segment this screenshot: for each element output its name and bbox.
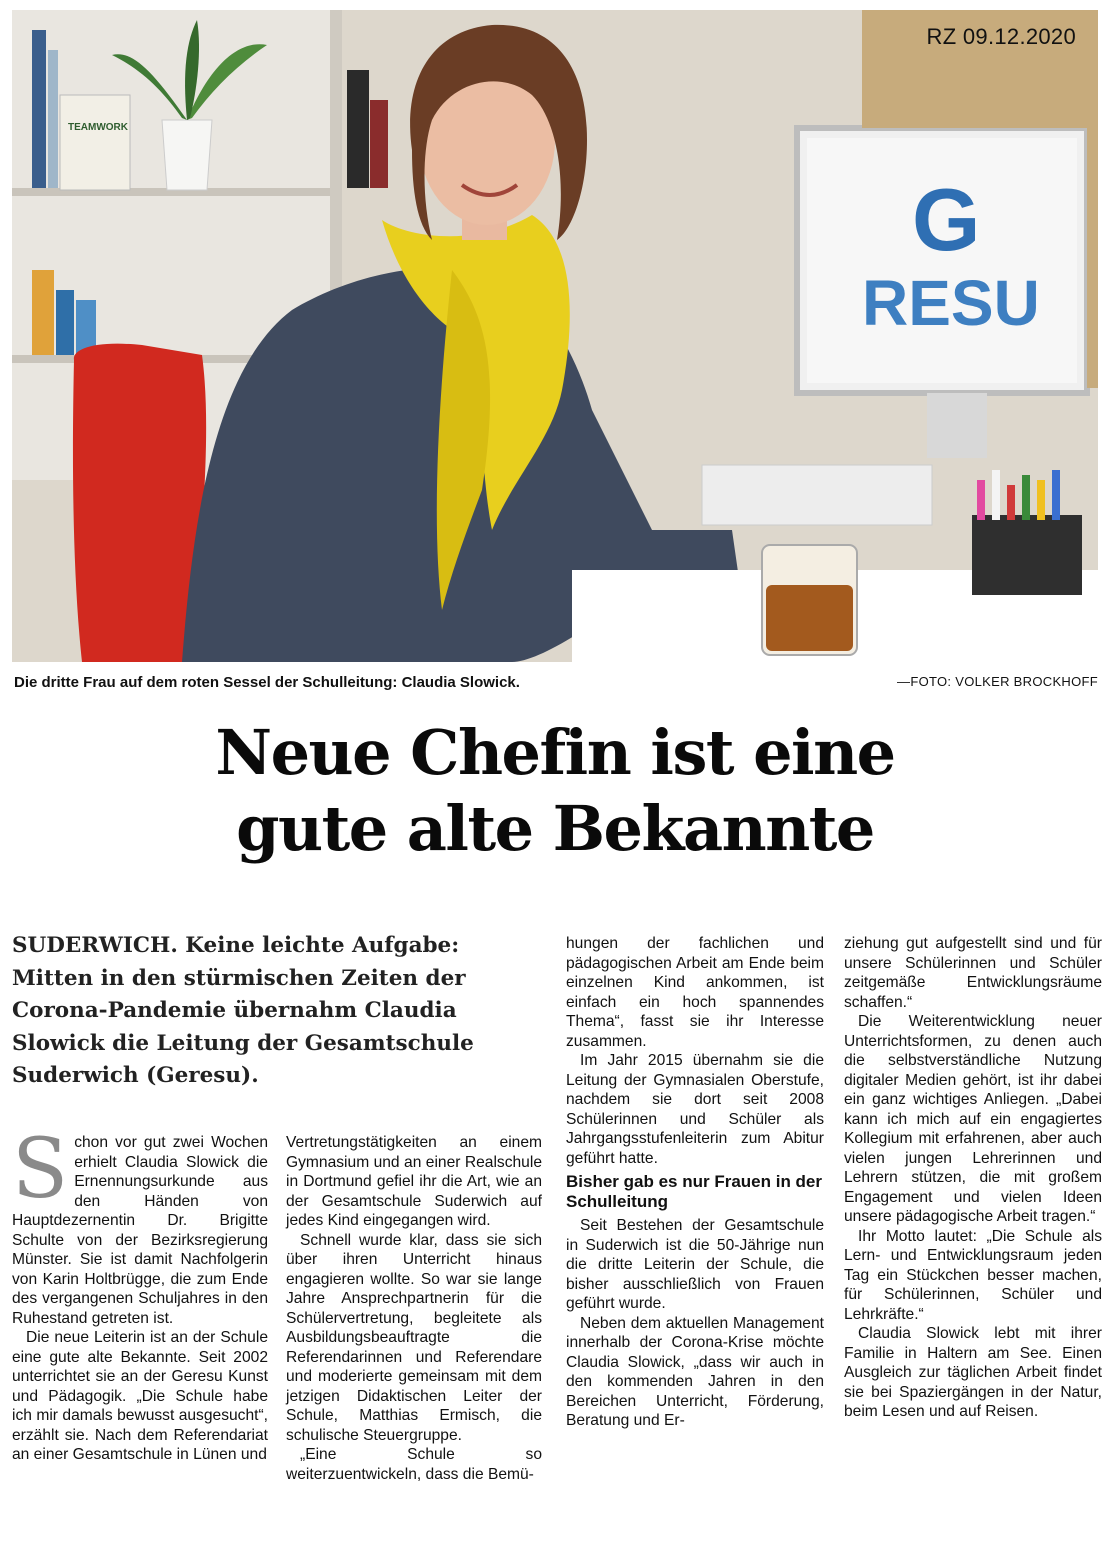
- headline: [10, 715, 1100, 867]
- body-paragraph: Claudia Slowick lebt mit ihrer Familie in Haltern am See. Einen Ausgleich zur täglichen Arbeit findet sie bei Spaziergängen in der Natur, beim Lesen und auf Reisen.: [844, 1325, 1102, 1420]
- body-column-4: [844, 934, 1102, 1422]
- photo-caption: Die dritte Frau auf dem roten Sessel der Schulleitung: Claudia Slowick.: [14, 674, 520, 691]
- body-text: chon vor gut zwei Wochen erhielt Claudia Slowick die Ernennungsurkunde aus den Händen von Hauptdezernentin Dr. Brigitte Schulte von der Bezirksregierung Münster. Sie ist damit Nachfolgerin von Karin Holtbrügge, die zum Ende des vergangenen Schuljahres in den Ruhestand getreten ist.: [12, 1134, 268, 1327]
- body-paragraph: hungen der fachlichen und pädagogischen Arbeit am Ende beim einzelnen Kind ankommen, ist einfach ein hoch spannendes Thema“, fasst sie ihr Interesse zusammen.: [566, 935, 824, 1050]
- body-paragraph: Die Weiterentwicklung neuer Unterrichtsformen, zu denen auch die selbstverständliche Nutzung digitaler Medien gehört, ist ihr dabei ein ganz wichtiges Anliegen. „Dabei kann ich mich auf ein engagiertes Kollegium mit erfahrenen, aber auch vielen jungen Lehrerinnen und Lehrern stützen, die mit großem Engagement und vielen Ideen unsere pädagogische Arbeit tragen.“: [844, 1013, 1102, 1225]
- body-paragraph: Vertretungstätigkeiten an einem Gymnasium und an einer Realschule in Dortmund gefiel ihr die Art, wie an der Gesamtschule Suderwich auf jedes Kind eingegangen wird.: [286, 1134, 542, 1229]
- body-paragraph: Die neue Leiterin ist an der Schule eine gute alte Bekannte. Seit 2002 unterrichtet sie an der Geresu Kunst und Pädagogik. „Die Schule habe ich mir damals bewusst ausgesucht“, erzählt sie. Nach dem Referendariat an einer Gesamtschule in Lünen und: [12, 1329, 268, 1463]
- photo-illustration: [12, 10, 1098, 662]
- caption-row: [14, 674, 1098, 698]
- body-paragraph: Seit Bestehen der Gesamtschule in Suderwich ist die 50-Jährige nun die dritte Leiterin der Schule, die bisher ausschließlich von Frauen geführt wurde.: [566, 1217, 824, 1312]
- lead-paragraph: SUDERWICH. Keine leichte Aufgabe: Mitten in den stürmischen Zeiten der Corona-Pandemie übernahm Claudia Slowick die Leitung der Gesamtschule Suderwich (Geresu).: [12, 933, 474, 1088]
- headline-line-2: gute alte Bekannte: [236, 792, 874, 865]
- headline-line-1: Neue Chefin ist eine: [215, 716, 895, 789]
- body-paragraph: Im Jahr 2015 übernahm sie die Leitung der Gymnasialen Oberstufe, nachdem sie dort seit 2008 Schülerinnen und Schüler als Jahrgangsstufenleiterin zum Abitur geführt hatte.: [566, 1052, 824, 1167]
- article-photo: [12, 10, 1098, 662]
- date-stamp: RZ 09.12.2020: [926, 24, 1076, 49]
- body-paragraph: Neben dem aktuellen Management innerhalb der Corona-Krise möchte Claudia Slowick, „dass wir auch in den kommenden Jahren in den Bereichen Unterricht, Förderung, Beratung und Er-: [566, 1314, 824, 1429]
- book-text: TEAMWORK: [68, 122, 128, 133]
- subheading: Bisher gab es nur Frauen in der Schulleitung: [566, 1172, 823, 1211]
- body-paragraph: „Eine Schule so weiterzuentwickeln, dass die Bemü-: [286, 1446, 542, 1483]
- photo-credit: —FOTO: VOLKER BROCKHOFF: [897, 674, 1098, 689]
- monitor-logo-resu: RESU: [862, 267, 1040, 339]
- body-paragraph: Ihr Motto lautet: „Die Schule als Lern- und Entwicklungsraum jeden Tag ein Stückchen besser machen, für Schülerinnen, Schüler und Lehrkräfte.“: [844, 1227, 1102, 1323]
- body-paragraph: [12, 1122, 268, 1328]
- monitor-logo-g: G: [912, 170, 981, 269]
- body-paragraph: Schnell wurde klar, dass sie sich über ihren Unterricht hinaus engagieren wollte. So war sie lange Jahre Ansprechpartnerin für die Schülervertretung, begleitete als Ausbildungsbeauftragte die Referendarinnen und Referendare und moderierte gemeinsam mit dem jetzigen Didaktischen Leiter der Schule, Matthias Ermisch, die schulische Steuergruppe.: [286, 1231, 542, 1444]
- body-column-2: [286, 1133, 542, 1484]
- body-column-1: [12, 1122, 268, 1465]
- body-column-3: [566, 934, 824, 1431]
- body-paragraph: ziehung gut aufgestellt sind und für unsere Schülerinnen und Schüler zeitgemäße Entwicklungsräume schaffen.“: [844, 935, 1102, 1011]
- drop-cap: S: [12, 1122, 69, 1217]
